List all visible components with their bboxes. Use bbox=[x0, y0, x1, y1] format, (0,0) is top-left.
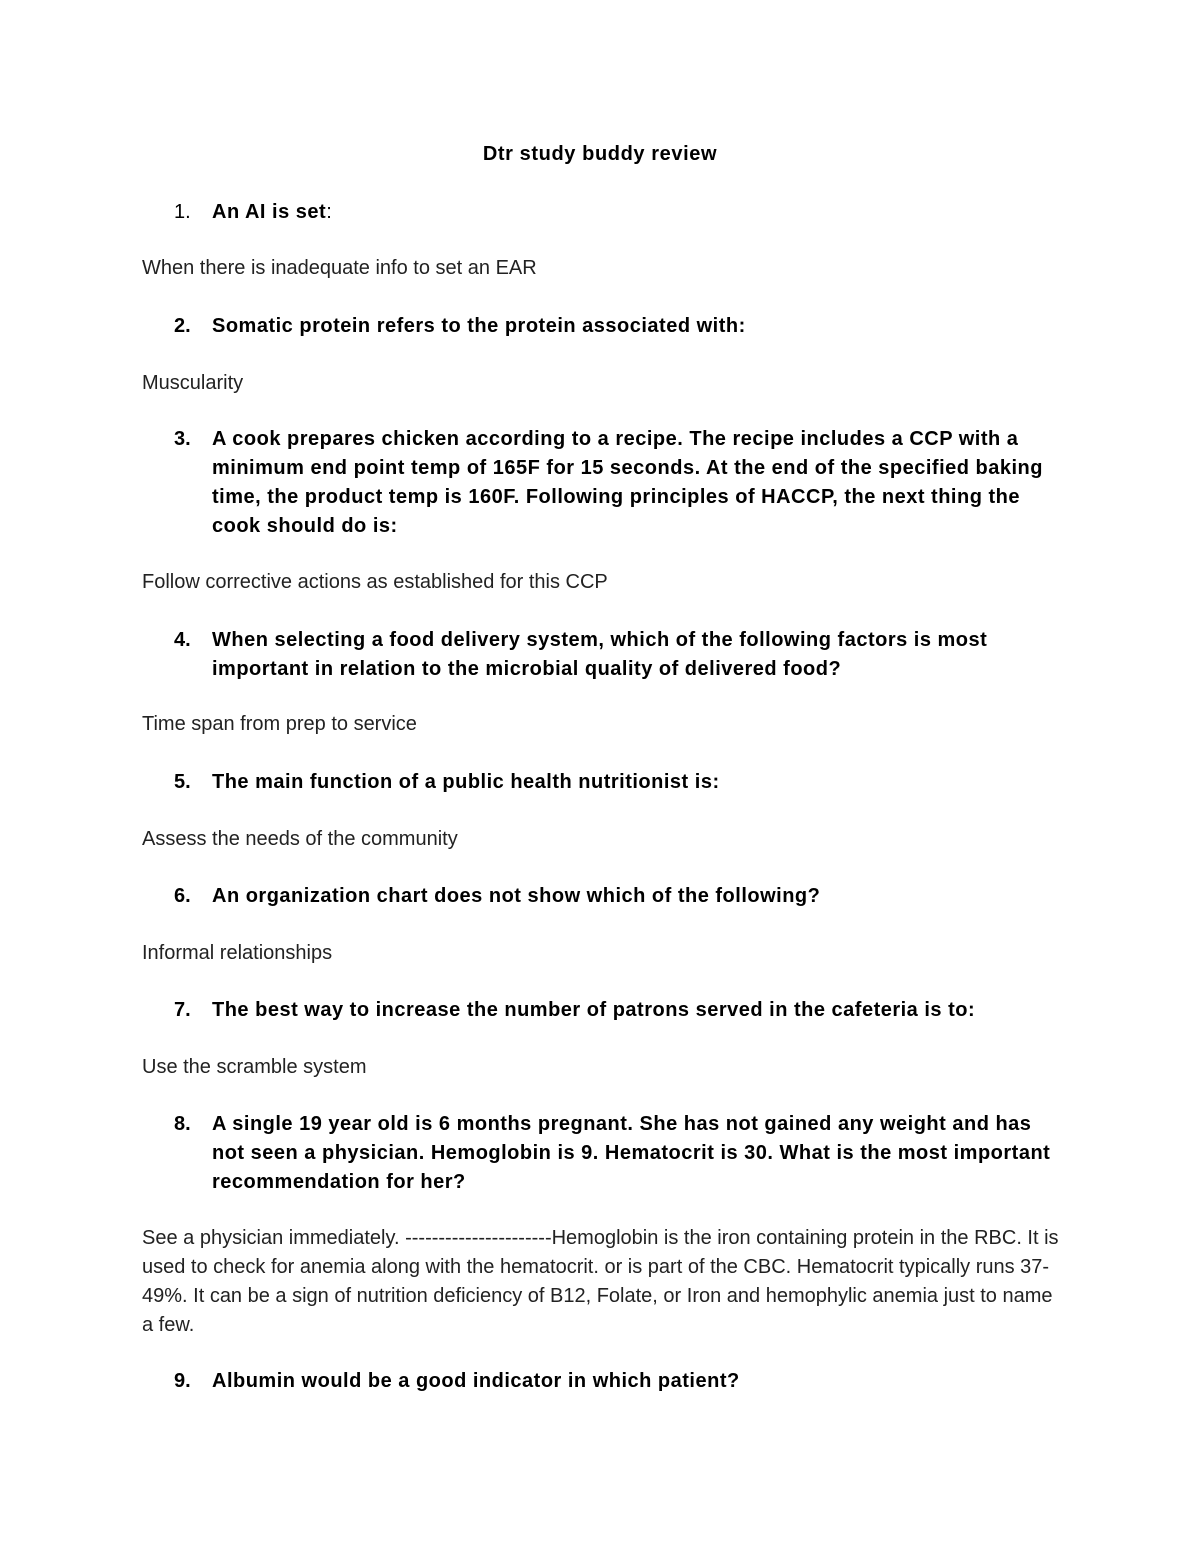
question-number: 1. bbox=[174, 201, 191, 223]
question-number: 9. bbox=[174, 1370, 191, 1392]
question-number: 6. bbox=[174, 885, 191, 907]
answer-3: Follow corrective actions as established for this CCP bbox=[142, 571, 608, 593]
question-number: 7. bbox=[174, 999, 191, 1021]
question-text: The main function of a public health nutritionist is: bbox=[212, 771, 720, 793]
answer-6: Informal relationships bbox=[142, 942, 333, 964]
question-number: 4. bbox=[174, 629, 191, 651]
question-text: A single 19 year old is 6 months pregnant. She has not gained any weight and has not seen a physician. Hemoglobin is 9. Hematocrit is 30. What is the most important recommendation for her? bbox=[212, 1113, 1051, 1193]
question-text bbox=[212, 198, 1062, 227]
answer-7: Use the scramble system bbox=[142, 1056, 367, 1078]
question-text-main: An AI is set bbox=[212, 201, 327, 223]
answer-5: Assess the needs of the community bbox=[142, 828, 458, 850]
question-number: 2. bbox=[174, 315, 191, 337]
question-text: An organization chart does not show which of the following? bbox=[212, 885, 821, 907]
question-text: A cook prepares chicken according to a recipe. The recipe includes a CCP with a minimum end point temp of 165F for 15 seconds. At the end of the specified baking time, the product temp is 160F. Following principles of HACCP, the next thing the cook should do is: bbox=[212, 428, 1043, 537]
question-text: Somatic protein refers to the protein associated with: bbox=[212, 315, 746, 337]
question-number: 8. bbox=[174, 1113, 191, 1135]
answer-1: When there is inadequate info to set an EAR bbox=[142, 257, 537, 279]
question-text-suffix: : bbox=[326, 201, 333, 223]
question-number: 5. bbox=[174, 771, 191, 793]
answer-8: See a physician immediately. ----------------------Hemoglobin is the iron containing protein in the RBC. It is used to check for anemia along with the hematocrit. or is part of the CBC. Hematocrit typically runs 37-49%. It can be a sign of nutrition deficiency of B12, Folate, or Iron and hemophylic anemia just to name a few. bbox=[142, 1227, 1059, 1336]
document-title: Dtr study buddy review bbox=[482, 143, 718, 165]
answer-2: Muscularity bbox=[142, 372, 244, 394]
question-number: 3. bbox=[174, 428, 191, 450]
question-text: The best way to increase the number of patrons served in the cafeteria is to: bbox=[212, 999, 976, 1021]
question-text: Albumin would be a good indicator in which patient? bbox=[212, 1370, 740, 1392]
question-text: When selecting a food delivery system, which of the following factors is most important in relation to the microbial quality of delivered food? bbox=[212, 629, 988, 680]
answer-4: Time span from prep to service bbox=[142, 713, 417, 735]
